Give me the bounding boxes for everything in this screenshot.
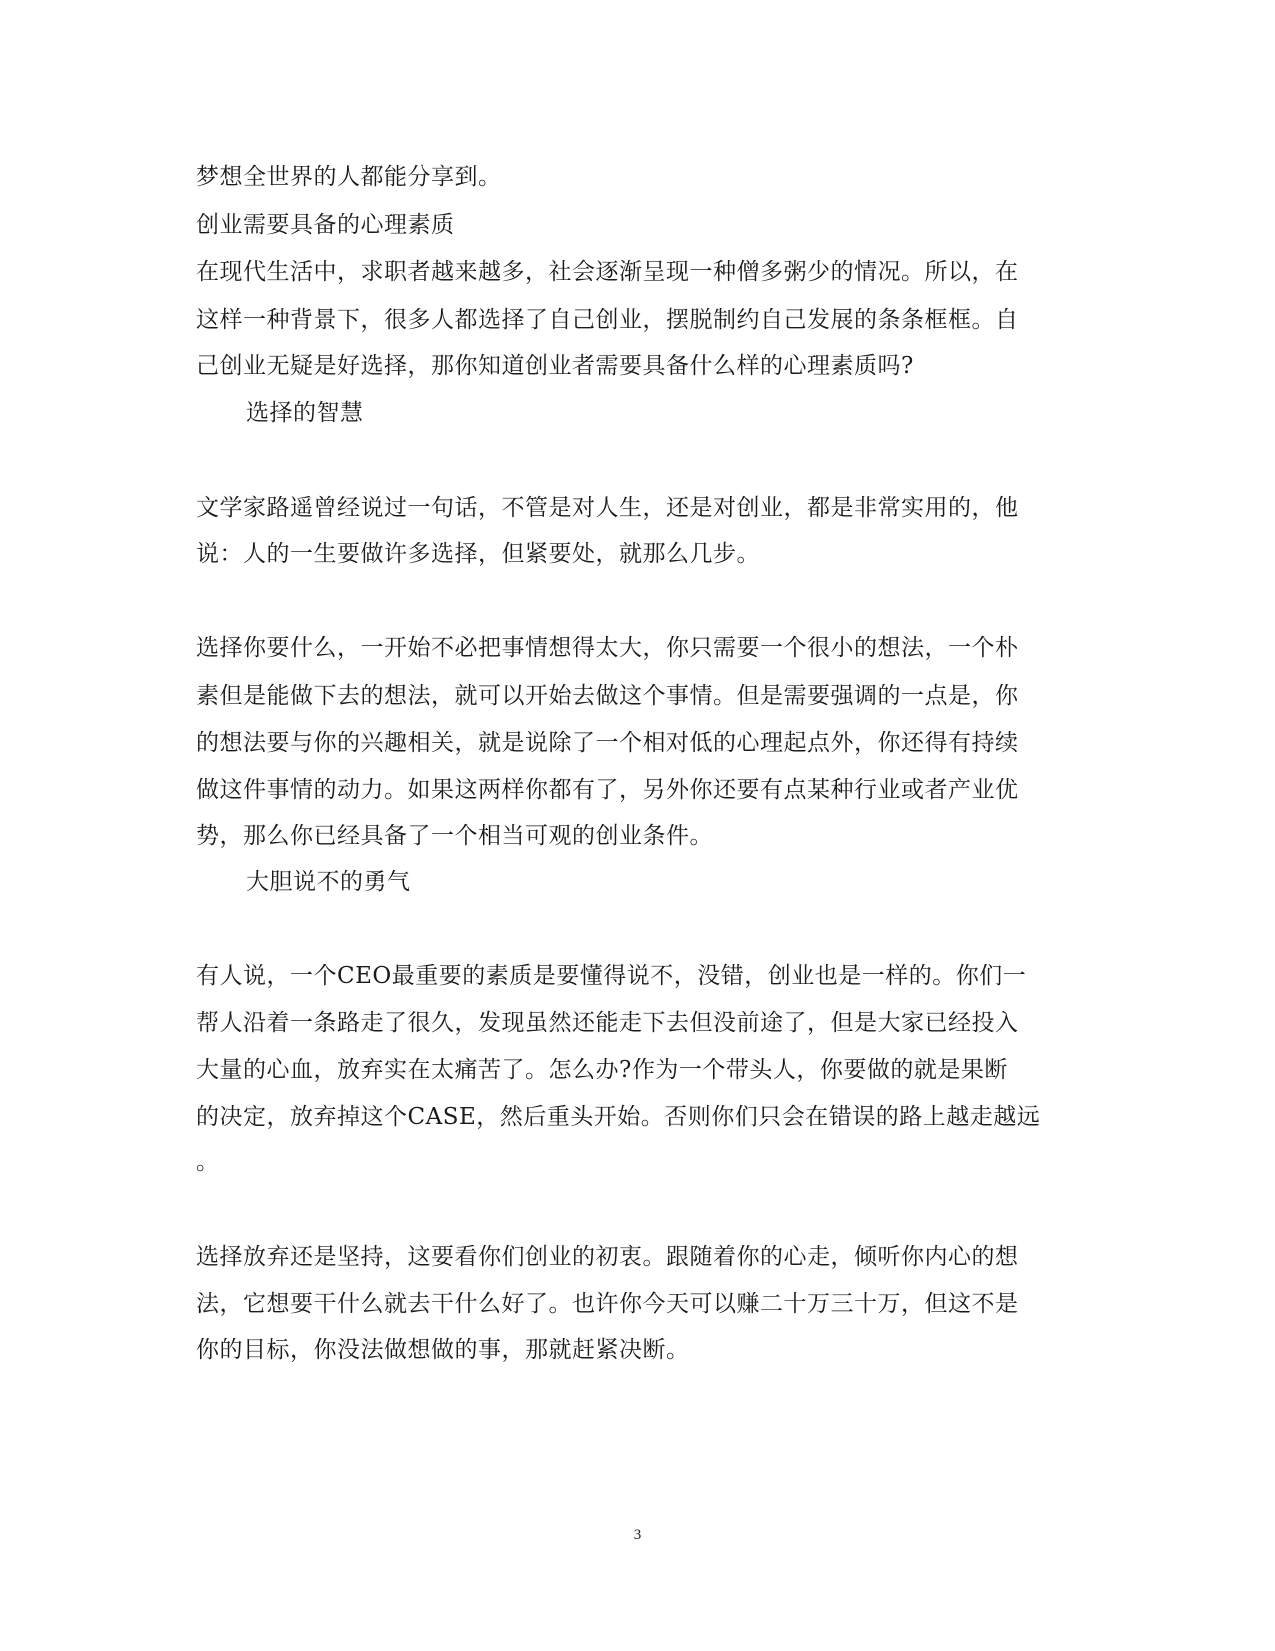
text-line: 法，它想要干什么就去干什么好了。也许你今天可以赚二十万三十万，但这不是 — [196, 1291, 1019, 1317]
subsection-heading: 大胆说不的勇气 — [246, 869, 411, 895]
text-line: 文学家路遥曾经说过一句话，不管是对人生，还是对创业，都是非常实用的，他 — [196, 495, 1019, 521]
text-line: 的想法要与你的兴趣相关，就是说除了一个相对低的心理起点外，你还得有持续 — [196, 730, 1019, 756]
text-line: 这样一种背景下，很多人都选择了自己创业，摆脱制约自己发展的条条框框。自 — [196, 307, 1019, 333]
text-line: 在现代生活中，求职者越来越多，社会逐渐呈现一种僧多粥少的情况。所以，在 — [196, 259, 1019, 285]
text-line: 说：人的一生要做许多选择，但紧要处，就那么几步。 — [196, 541, 760, 567]
text-line: 。 — [196, 1149, 220, 1175]
section-heading: 创业需要具备的心理素质 — [196, 212, 455, 238]
text-line: 你的目标，你没法做想做的事，那就赶紧决断。 — [196, 1337, 690, 1363]
text-line: 的决定，放弃掉这个CASE，然后重头开始。否则你们只会在错误的路上越走越远 — [196, 1104, 1041, 1130]
text-line: 己创业无疑是好选择，那你知道创业者需要具备什么样的心理素质吗? — [196, 353, 914, 379]
text-line: 帮人沿着一条路走了很久，发现虽然还能走下去但没前途了，但是大家已经投入 — [196, 1010, 1019, 1036]
subsection-heading: 选择的智慧 — [246, 400, 364, 426]
text-line: 选择你要什么，一开始不必把事情想得太大，你只需要一个很小的想法，一个朴 — [196, 635, 1019, 661]
text-line: 做这件事情的动力。如果这两样你都有了，另外你还要有点某种行业或者产业优 — [196, 777, 1019, 803]
text-line: 势，那么你已经具备了一个相当可观的创业条件。 — [196, 823, 713, 849]
text-line: 大量的心血，放弃实在太痛苦了。怎么办?作为一个带头人，你要做的就是果断 — [196, 1057, 1008, 1083]
page-number: 3 — [633, 1527, 642, 1543]
text-line: 选择放弃还是坚持，这要看你们创业的初衷。跟随着你的心走，倾听你内心的想 — [196, 1244, 1019, 1270]
text-line: 梦想全世界的人都能分享到。 — [196, 164, 502, 190]
text-line: 素但是能做下去的想法，就可以开始去做这个事情。但是需要强调的一点是，你 — [196, 683, 1019, 709]
text-line: 有人说，一个CEO最重要的素质是要懂得说不，没错，创业也是一样的。你们一 — [196, 963, 1027, 989]
